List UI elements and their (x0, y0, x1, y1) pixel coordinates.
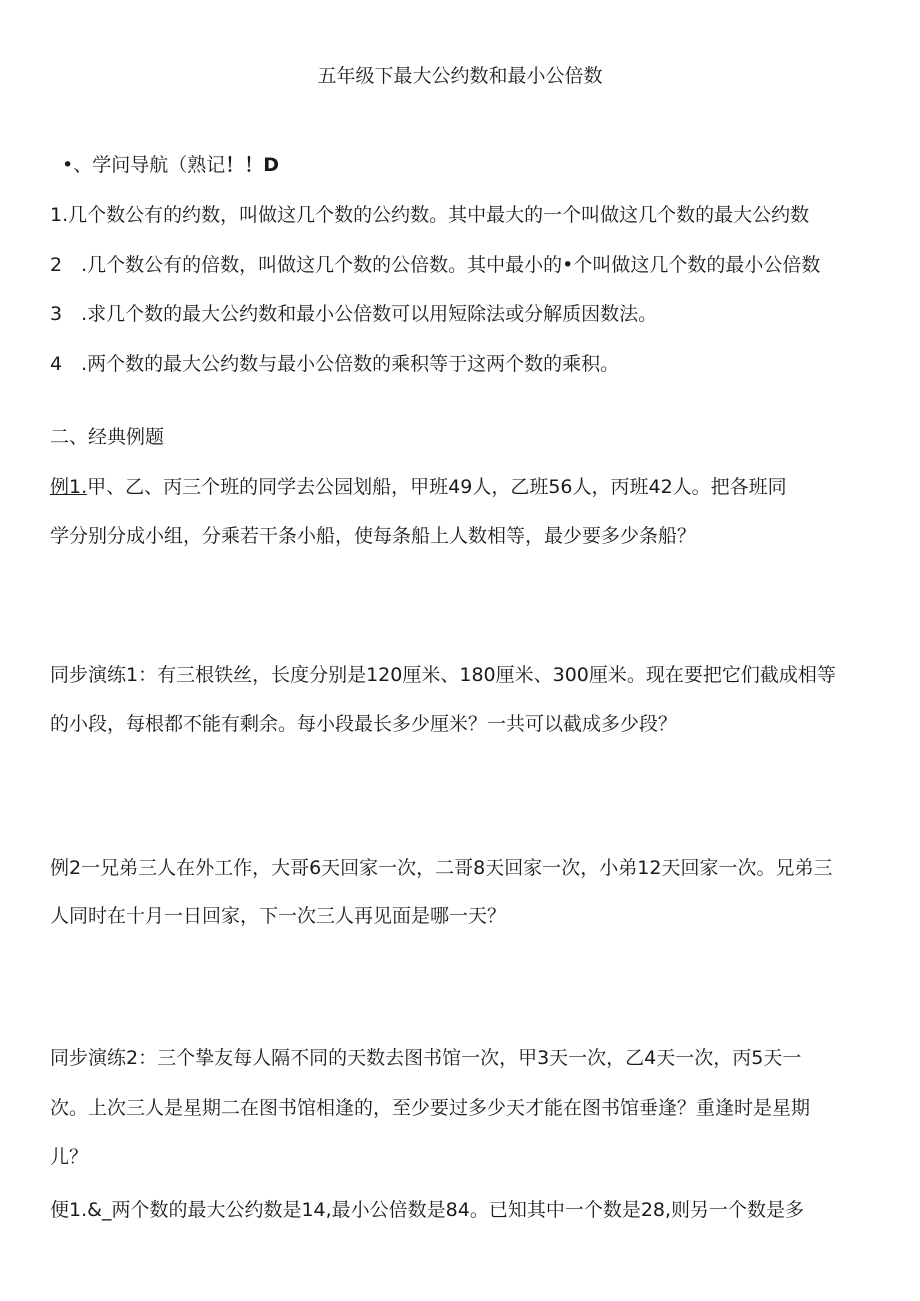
practice-1-line-2: 的小段，每根都不能有剩余。每小段最长多少厘米？一共可以截成多少段？ (50, 713, 678, 735)
example-2-line-2: 人同时在十月一日回家，下一次三人再见面是哪一天？ (50, 905, 507, 927)
practice-2-line-1: 同步演练2：三个挚友每人隔不同的天数去图书馆一次，甲3天一次，乙4天一次，丙5天一 (50, 1047, 802, 1069)
example-2-line-1: 例2一兄弟三人在外工作，大哥6天回家一次，二哥8天回家一次，小弟12天回家一次。兄弟三 (50, 857, 833, 879)
example-1-line-2: 学分别分成小组，分乘若干条小船，使每条船上人数相等，最少要多少条船？ (50, 525, 697, 547)
section2-heading: 二、经典例题 (50, 426, 165, 448)
example-3-line-1: 便1.&_两个数的最大公约数是14,最小公倍数是84。已知其中一个数是28,则另一个数是多 (50, 1199, 805, 1221)
section1-heading (62, 153, 279, 177)
example-1-line-1 (50, 475, 787, 499)
section1-heading-text: •、学问导航（熟记 (62, 154, 226, 176)
knowledge-item-3: 3 .求几个数的最大公约数和最小公倍数可以用短除法或分解质因数法。 (50, 303, 658, 325)
example-1-text: 甲、乙、丙三个班的同学去公园划船，甲班49人，乙班56人，丙班42人。把各班同 (87, 476, 787, 498)
knowledge-item-1: 1.几个数公有的约数，叫做这几个数的公约数。其中最大的一个叫做这几个数的最大公约数 (50, 204, 810, 226)
example-1-label: 例1. (50, 476, 88, 498)
practice-2-line-2: 次。上次三人是星期二在图书馆相逢的，至少要过多少天才能在图书馆垂逢？重逢时是星期 (50, 1097, 811, 1119)
practice-2-line-3: 儿？ (50, 1146, 89, 1168)
section1-heading-emphasis: ！！D (225, 154, 279, 176)
page-title: 五年级下最大公约数和最小公倍数 (317, 65, 603, 87)
knowledge-item-4: 4 .两个数的最大公约数与最小公倍数的乘积等于这两个数的乘积。 (50, 353, 620, 375)
practice-1-line-1: 同步演练1：有三根铁丝，长度分别是120厘米、180厘米、300厘米。现在要把它们截成相等 (50, 664, 836, 686)
knowledge-item-2: 2 .几个数公有的倍数，叫做这几个数的公倍数。其中最小的•个叫做这几个数的最小公倍数 (50, 254, 821, 276)
